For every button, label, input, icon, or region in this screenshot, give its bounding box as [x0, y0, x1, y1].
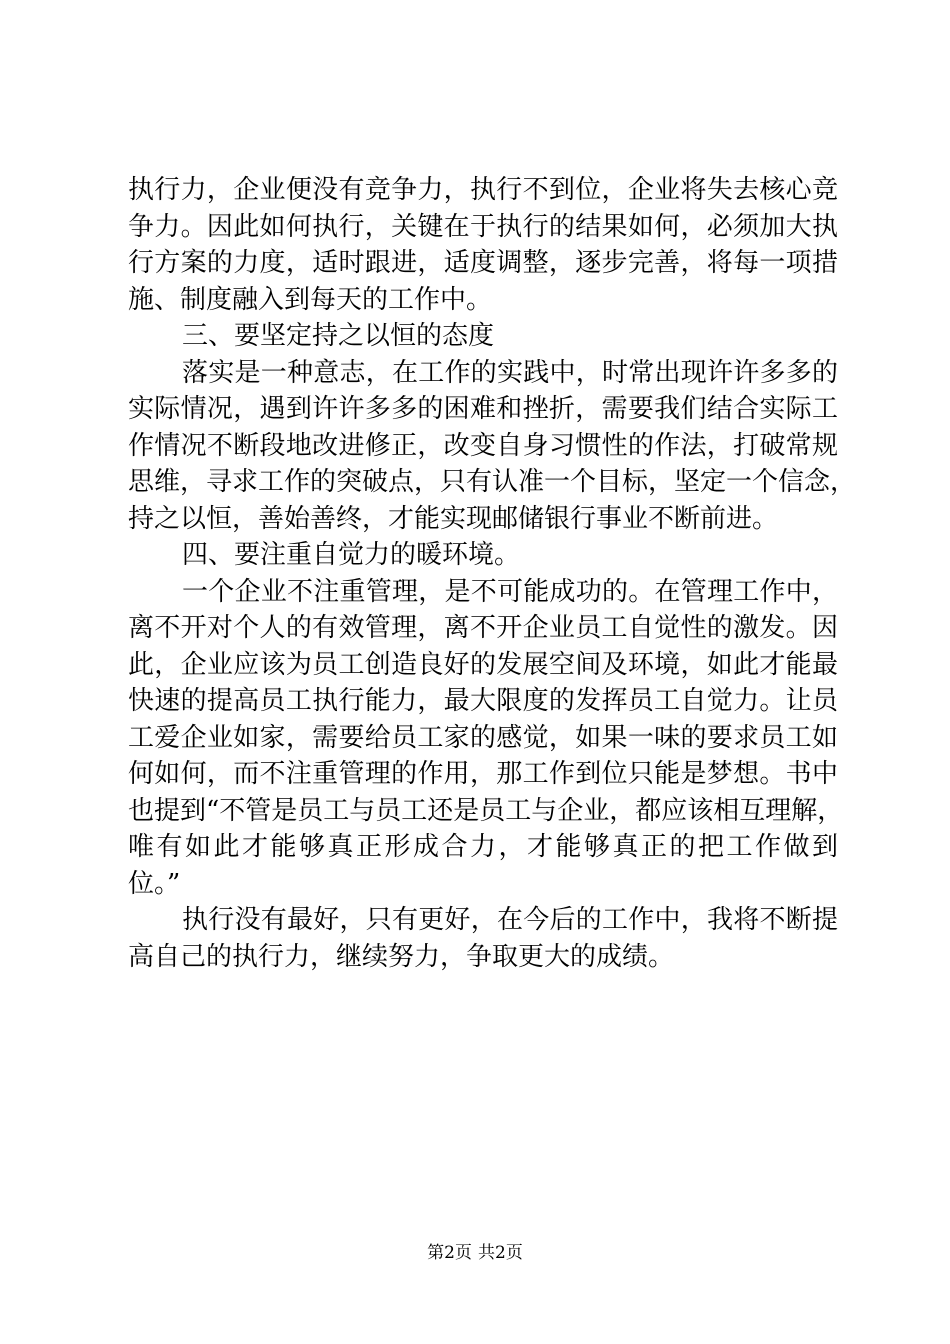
- text-line: 行方案的力度，适时跟进，适度调整，逐步完善，将每一项措: [128, 248, 838, 278]
- page-number: 第2页: [427, 1243, 472, 1263]
- text-line: 此，企业应该为员工创造良好的发展空间及环境，如此才能最: [128, 649, 838, 680]
- text-line: 高自己的执行力，继续努力，争取更大的成绩。: [128, 941, 675, 972]
- text-line: 执行没有最好，只有更好，在今后的工作中，我将不断提: [182, 905, 838, 935]
- text-line: 也提到“不管是员工与员工还是员工与企业，都应该相互理解，: [128, 795, 844, 826]
- page-total: 共2页: [478, 1243, 523, 1263]
- document-body: [128, 172, 857, 975]
- text-line: 何如何，而不注重管理的作用，那工作到位只能是梦想。书中: [128, 759, 838, 789]
- text-line: 唯有如此才能够真正形成合力，才能够真正的把工作做到: [128, 832, 838, 862]
- text-line: 工爱企业如家，需要给员工家的感觉，如果一味的要求员工如: [128, 722, 838, 753]
- section-heading: 三、要坚定持之以恒的态度: [182, 321, 495, 351]
- text-line: 离不开对个人的有效管理，离不开企业员工自觉性的激发。因: [128, 613, 838, 643]
- text-line: 持之以恒，善始善终，才能实现邮储银行事业不断前进。: [128, 503, 779, 534]
- page-footer: [0, 1241, 950, 1265]
- text-line: 执行力，企业便没有竞争力，执行不到位，企业将失去核心竞: [128, 175, 838, 205]
- text-line: 作情况不断段地改进修正，改变自身习惯性的作法，打破常规: [128, 430, 838, 461]
- text-line: 争力。因此如何执行，关键在于执行的结果如何，必须加大执: [128, 211, 838, 242]
- text-line: 施、制度融入到每天的工作中。: [128, 284, 493, 315]
- text-line: 一个企业不注重管理，是不可能成功的。在管理工作中，: [182, 576, 838, 607]
- text-line: 思维，寻求工作的突破点，只有认准一个目标，坚定一个信念，: [128, 467, 857, 497]
- text-line: 实际情况，遇到许许多多的困难和挫折，需要我们结合实际工: [128, 394, 838, 424]
- section-heading: 四、要注重自觉力的暖环境。: [182, 540, 521, 570]
- text-line: 位。”: [128, 868, 181, 899]
- text-line: 快速的提高员工执行能力，最大限度的发挥员工自觉力。让员: [128, 686, 838, 716]
- text-line: 落实是一种意志，在工作的实践中，时常出现许许多多的: [182, 357, 838, 388]
